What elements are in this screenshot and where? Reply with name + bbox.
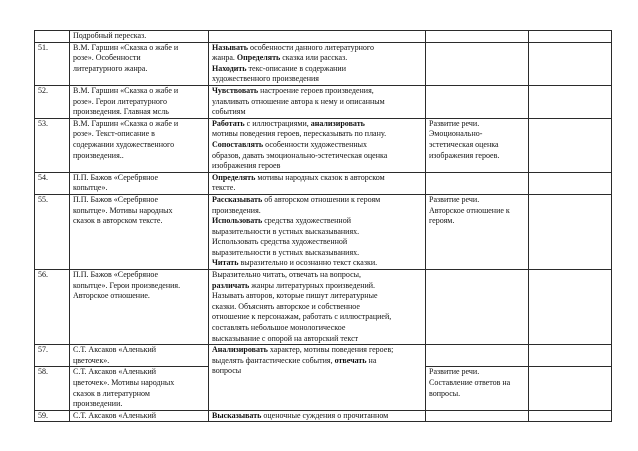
lesson-number: 56. xyxy=(35,270,70,345)
lesson-number: 51. xyxy=(35,42,70,85)
lesson-number: 52. xyxy=(35,85,70,118)
table-row xyxy=(35,194,612,269)
speech-development xyxy=(426,172,529,194)
lesson-topic: П.П. Бажов «Серебряное копытце». Герои произведения. Авторское отношение. xyxy=(70,270,209,345)
speech-development xyxy=(426,345,529,367)
speech-development: Развитие речи. Эмоционально- эстетическая оценка изображения героев. xyxy=(426,118,529,172)
lesson-number xyxy=(35,31,70,43)
lesson-topic: Подробный пересказ. xyxy=(70,31,209,43)
lesson-activities: Анализировать характер, мотивы поведения героев; выделять фантастические события, отвечать на вопросы xyxy=(209,345,426,411)
table-row xyxy=(35,345,612,367)
table-row xyxy=(35,270,612,345)
extra-cell xyxy=(529,118,612,172)
lesson-number: 59. xyxy=(35,410,70,422)
lesson-topic: С.Т. Аксаков «Аленький цветочек». xyxy=(70,345,209,367)
lesson-number: 57. xyxy=(35,345,70,367)
speech-development xyxy=(426,270,529,345)
table-row xyxy=(35,172,612,194)
speech-development xyxy=(426,31,529,43)
extra-cell xyxy=(529,367,612,410)
lesson-topic: С.Т. Аксаков «Аленький цветочек». Мотивы народных сказок в литературном произведении. xyxy=(70,367,209,410)
lesson-activities: Выразительно читать, отвечать на вопросы, различать жанры литературных произведений. Называть авторов, которые пишут литературные сказки. Объяснять авторское и собственное отношение к персонажам, работать с иллюстрацией, составлять небольшое монологическое высказывание с опорой на авторский текст xyxy=(209,270,426,345)
lesson-topic: С.Т. Аксаков «Аленький xyxy=(70,410,209,422)
lesson-activities: Работать с иллюстрациями, анализировать мотивы поведения героев, пересказывать по плану. Сопоставлять особенности художественных образов, давать эмоционально-эстетическая оценка изображения героев xyxy=(209,118,426,172)
table-row xyxy=(35,31,612,43)
table-row xyxy=(35,410,612,422)
extra-cell xyxy=(529,345,612,367)
lesson-activities: Определять мотивы народных сказок в авторском тексте. xyxy=(209,172,426,194)
extra-cell xyxy=(529,410,612,422)
lesson-activities: Называть особенности данного литературного жанра. Определять сказка или рассказ. Находить текс-описание в содержании художественного произведения xyxy=(209,42,426,85)
lesson-number: 53. xyxy=(35,118,70,172)
extra-cell xyxy=(529,270,612,345)
lesson-activities: Чувствовать настроение героев произведения, улавливать отношение автора к нему и описанным событиям xyxy=(209,85,426,118)
table-row xyxy=(35,85,612,118)
lesson-activities: Высказывать оценочные суждения о прочитанном xyxy=(209,410,426,422)
speech-development xyxy=(426,85,529,118)
lesson-activities xyxy=(209,31,426,43)
extra-cell xyxy=(529,42,612,85)
extra-cell xyxy=(529,31,612,43)
speech-development: Развитие речи. Составление ответов на вопросы. xyxy=(426,367,529,410)
extra-cell xyxy=(529,85,612,118)
speech-development: Развитие речи. Авторское отношение к героям. xyxy=(426,194,529,269)
table-row xyxy=(35,42,612,85)
lesson-number: 54. xyxy=(35,172,70,194)
speech-development xyxy=(426,410,529,422)
lesson-activities: Рассказывать об авторском отношении к героям произведения. Использовать средства художественной выразительности в устных высказываниях. Использовать средства художественной выразительности в устных высказываниях. Читать выразительно и осознанно текст сказки. xyxy=(209,194,426,269)
lesson-plan-table xyxy=(34,30,612,422)
table-row xyxy=(35,118,612,172)
lesson-topic: В.М. Гаршин «Сказка о жабе и розе». Особенности литературного жанра. xyxy=(70,42,209,85)
lesson-number: 58. xyxy=(35,367,70,410)
lesson-topic: П.П. Бажов «Серебряное копытце». Мотивы народных сказок в авторском тексте. xyxy=(70,194,209,269)
lesson-number: 55. xyxy=(35,194,70,269)
speech-development xyxy=(426,42,529,85)
extra-cell xyxy=(529,194,612,269)
extra-cell xyxy=(529,172,612,194)
lesson-topic: П.П. Бажов «Серебряное копытце». xyxy=(70,172,209,194)
lesson-topic: В.М. Гаршин «Сказка о жабе и розе». Текст-описание в содержании художественного произведения.. xyxy=(70,118,209,172)
lesson-topic: В.М. Гаршин «Сказка о жабе и розе». Герои литературного произведения. Главная мсль xyxy=(70,85,209,118)
